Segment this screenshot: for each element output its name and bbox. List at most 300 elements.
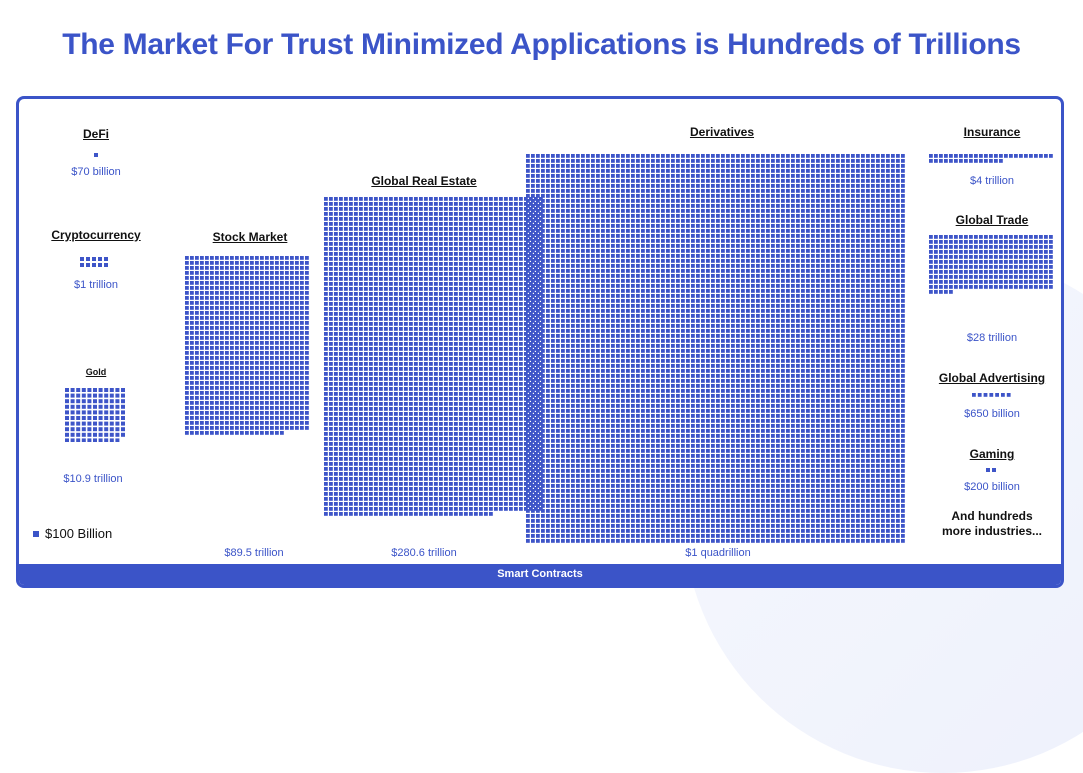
unit-square: [429, 352, 433, 356]
unit-square: [494, 232, 498, 236]
unit-square: [205, 291, 209, 295]
unit-square: [469, 462, 473, 466]
unit-square: [190, 311, 194, 315]
unit-square: [260, 351, 264, 355]
unit-square: [671, 204, 675, 208]
unit-square: [479, 377, 483, 381]
unit-square: [394, 437, 398, 441]
unit-square: [349, 312, 353, 316]
unit-square: [329, 357, 333, 361]
unit-square: [444, 357, 448, 361]
unit-square: [110, 405, 114, 409]
unit-square: [459, 202, 463, 206]
unit-square: [459, 207, 463, 211]
unit-square: [756, 194, 760, 198]
unit-square: [469, 262, 473, 266]
unit-square: [494, 297, 498, 301]
unit-square: [339, 407, 343, 411]
unit-square: [260, 301, 264, 305]
unit-square: [556, 229, 560, 233]
unit-square: [489, 202, 493, 206]
unit-square: [444, 412, 448, 416]
unit-square: [726, 159, 730, 163]
unit-square: [499, 347, 503, 351]
unit-square: [354, 467, 358, 471]
unit-square: [369, 312, 373, 316]
unit-square: [285, 386, 289, 390]
unit-square: [641, 224, 645, 228]
unit-square: [354, 302, 358, 306]
unit-square: [87, 422, 91, 426]
unit-square: [856, 154, 860, 158]
unit-square: [349, 512, 353, 516]
unit-square: [195, 276, 199, 280]
unit-square: [439, 342, 443, 346]
unit-square: [801, 214, 805, 218]
unit-square: [531, 204, 535, 208]
unit-square: [195, 291, 199, 295]
unit-square: [439, 447, 443, 451]
unit-square: [541, 209, 545, 213]
unit-square: [399, 282, 403, 286]
unit-square: [185, 426, 189, 430]
unit-square: [230, 366, 234, 370]
unit-square: [651, 189, 655, 193]
unit-square: [856, 224, 860, 228]
unit-square: [756, 179, 760, 183]
unit-square: [185, 291, 189, 295]
unit-square: [509, 222, 513, 226]
unit-square: [489, 372, 493, 376]
unit-square: [469, 387, 473, 391]
unit-square: [98, 263, 102, 267]
unit-square: [901, 209, 905, 213]
unit-square: [369, 367, 373, 371]
unit-square: [876, 214, 880, 218]
unit-square: [195, 426, 199, 430]
unit-square: [469, 257, 473, 261]
unit-square: [621, 184, 625, 188]
unit-square: [444, 457, 448, 461]
unit-square: [195, 281, 199, 285]
unit-square: [399, 342, 403, 346]
unit-square: [334, 417, 338, 421]
unit-square: [225, 406, 229, 410]
unit-square: [484, 227, 488, 231]
unit-square: [409, 247, 413, 251]
unit-square: [215, 286, 219, 290]
unit-square: [806, 164, 810, 168]
unit-square: [841, 154, 845, 158]
unit-square: [786, 154, 790, 158]
unit-square: [499, 447, 503, 451]
unit-square: [260, 316, 264, 320]
unit-square: [404, 377, 408, 381]
unit-square: [826, 224, 830, 228]
unit-square: [270, 351, 274, 355]
unit-square: [666, 159, 670, 163]
unit-square: [230, 421, 234, 425]
unit-square: [576, 219, 580, 223]
unit-square: [576, 214, 580, 218]
unit-square: [586, 154, 590, 158]
unit-square: [896, 224, 900, 228]
unit-square: [711, 204, 715, 208]
unit-square: [469, 207, 473, 211]
unit-square: [245, 371, 249, 375]
unit-square: [359, 452, 363, 456]
unit-square: [389, 402, 393, 406]
unit-square: [404, 297, 408, 301]
unit-square: [200, 301, 204, 305]
unit-square: [290, 316, 294, 320]
unit-square: [424, 217, 428, 221]
unit-square: [230, 286, 234, 290]
unit-square: [414, 342, 418, 346]
unit-square: [275, 381, 279, 385]
unit-square: [489, 362, 493, 366]
unit-square: [374, 307, 378, 311]
unit-square: [424, 467, 428, 471]
unit-square: [766, 179, 770, 183]
unit-square: [295, 381, 299, 385]
unit-square: [541, 229, 545, 233]
unit-square: [300, 361, 304, 365]
unit-square: [334, 492, 338, 496]
unit-square: [519, 202, 523, 206]
unit-square: [379, 392, 383, 396]
unit-square: [200, 361, 204, 365]
unit-square: [484, 397, 488, 401]
unit-square: [444, 342, 448, 346]
unit-square: [821, 204, 825, 208]
unit-square: [329, 467, 333, 471]
unit-square: [711, 224, 715, 228]
unit-square: [571, 219, 575, 223]
unit-square: [389, 512, 393, 516]
unit-square: [300, 416, 304, 420]
unit-square: [65, 410, 69, 414]
unit-square: [82, 388, 86, 392]
unit-square: [459, 362, 463, 366]
unit-square: [324, 472, 328, 476]
unit-square: [536, 219, 540, 223]
unit-square: [836, 219, 840, 223]
unit-square: [384, 387, 388, 391]
unit-square: [280, 356, 284, 360]
unit-square: [444, 417, 448, 421]
unit-square: [671, 179, 675, 183]
unit-square: [826, 179, 830, 183]
unit-square: [781, 204, 785, 208]
unit-square: [459, 512, 463, 516]
unit-square: [424, 462, 428, 466]
unit-square: [424, 247, 428, 251]
unit-square: [736, 194, 740, 198]
unit-square: [454, 327, 458, 331]
unit-square: [339, 472, 343, 476]
unit-square: [886, 194, 890, 198]
unit-square: [509, 507, 513, 511]
unit-square: [871, 224, 875, 228]
unit-square: [285, 341, 289, 345]
unit-square: [369, 492, 373, 496]
unit-square: [479, 227, 483, 231]
unit-square: [200, 421, 204, 425]
unit-square: [409, 492, 413, 496]
unit-square: [776, 154, 780, 158]
unit-square: [891, 204, 895, 208]
unit-square: [210, 266, 214, 270]
unit-square: [444, 252, 448, 256]
unit-square: [329, 392, 333, 396]
unit-square: [394, 317, 398, 321]
unit-square: [801, 224, 805, 228]
unit-square: [389, 507, 393, 511]
unit-square: [414, 492, 418, 496]
unit-square: [816, 174, 820, 178]
unit-square: [220, 346, 224, 350]
unit-square: [349, 242, 353, 246]
unit-square: [404, 457, 408, 461]
unit-square: [626, 204, 630, 208]
unit-square: [841, 199, 845, 203]
unit-square: [185, 416, 189, 420]
market-title-defi: DeFi: [82, 127, 110, 141]
unit-square: [295, 371, 299, 375]
unit-square: [831, 174, 835, 178]
unit-square: [581, 159, 585, 163]
unit-square: [389, 472, 393, 476]
unit-square: [424, 237, 428, 241]
unit-square: [205, 386, 209, 390]
unit-square: [220, 356, 224, 360]
unit-square: [369, 317, 373, 321]
unit-square: [225, 271, 229, 275]
unit-square: [235, 396, 239, 400]
unit-square: [235, 381, 239, 385]
unit-square: [459, 267, 463, 271]
unit-square: [514, 467, 518, 471]
unit-square: [484, 377, 488, 381]
unit-square: [394, 382, 398, 386]
unit-square: [220, 411, 224, 415]
unit-square: [504, 197, 508, 201]
unit-square: [354, 217, 358, 221]
unit-square: [791, 174, 795, 178]
unit-square: [394, 462, 398, 466]
unit-square: [359, 217, 363, 221]
unit-square: [344, 377, 348, 381]
unit-square: [384, 352, 388, 356]
unit-square: [469, 197, 473, 201]
unit-square: [856, 174, 860, 178]
unit-square: [334, 467, 338, 471]
unit-square: [474, 282, 478, 286]
unit-square: [424, 507, 428, 511]
unit-grid-svg: [80, 257, 108, 267]
unit-square: [364, 337, 368, 341]
unit-square: [369, 452, 373, 456]
unit-square: [374, 352, 378, 356]
unit-square: [394, 212, 398, 216]
unit-square: [666, 199, 670, 203]
unit-square: [334, 442, 338, 446]
unit-square: [235, 271, 239, 275]
unit-square: [404, 227, 408, 231]
unit-square: [444, 312, 448, 316]
unit-square: [509, 472, 513, 476]
unit-square: [200, 276, 204, 280]
unit-square: [444, 397, 448, 401]
unit-square: [459, 227, 463, 231]
unit-square: [354, 482, 358, 486]
unit-square: [424, 417, 428, 421]
unit-square: [93, 388, 97, 392]
unit-square: [576, 189, 580, 193]
unit-square: [285, 311, 289, 315]
unit-square: [76, 433, 80, 437]
unit-square: [324, 367, 328, 371]
unit-square: [414, 422, 418, 426]
unit-square: [305, 426, 309, 430]
unit-square: [489, 472, 493, 476]
unit-square: [449, 457, 453, 461]
unit-square: [295, 321, 299, 325]
unit-square: [626, 189, 630, 193]
unit-square: [801, 184, 805, 188]
unit-square: [384, 287, 388, 291]
unit-square: [99, 438, 103, 442]
unit-square: [434, 322, 438, 326]
unit-square: [494, 422, 498, 426]
unit-square: [354, 207, 358, 211]
unit-square: [484, 457, 488, 461]
unit-square: [419, 477, 423, 481]
unit-square: [394, 362, 398, 366]
unit-square: [896, 189, 900, 193]
unit-square: [339, 377, 343, 381]
unit-square: [464, 292, 468, 296]
unit-square: [701, 189, 705, 193]
unit-square: [726, 209, 730, 213]
unit-square: [374, 462, 378, 466]
unit-square: [329, 247, 333, 251]
unit-square: [195, 411, 199, 415]
unit-square: [419, 252, 423, 256]
unit-square: [526, 214, 530, 218]
unit-square: [444, 302, 448, 306]
unit-square: [489, 322, 493, 326]
unit-square: [489, 302, 493, 306]
unit-square: [394, 402, 398, 406]
unit-square: [324, 302, 328, 306]
unit-square: [215, 351, 219, 355]
unit-square: [661, 224, 665, 228]
unit-square: [494, 282, 498, 286]
unit-square: [364, 327, 368, 331]
unit-square: [776, 174, 780, 178]
unit-square: [741, 169, 745, 173]
unit-square: [494, 202, 498, 206]
unit-square: [394, 477, 398, 481]
unit-square: [404, 407, 408, 411]
unit-square: [536, 209, 540, 213]
unit-square: [369, 462, 373, 466]
unit-square: [195, 361, 199, 365]
unit-square: [404, 317, 408, 321]
unit-square: [449, 512, 453, 516]
unit-square: [82, 416, 86, 420]
unit-square: [459, 277, 463, 281]
unit-square: [220, 281, 224, 285]
unit-square: [519, 497, 523, 501]
unit-square: [349, 247, 353, 251]
unit-square: [459, 257, 463, 261]
unit-square: [265, 281, 269, 285]
unit-square: [200, 316, 204, 320]
unit-square: [394, 372, 398, 376]
unit-square: [399, 297, 403, 301]
unit-square: [494, 502, 498, 506]
unit-square: [756, 204, 760, 208]
unit-square: [489, 442, 493, 446]
unit-square: [519, 362, 523, 366]
unit-square: [896, 179, 900, 183]
unit-square: [255, 286, 259, 290]
unit-square: [210, 426, 214, 430]
unit-square: [339, 292, 343, 296]
unit-square: [295, 416, 299, 420]
unit-square: [519, 337, 523, 341]
unit-square: [841, 209, 845, 213]
unit-square: [245, 291, 249, 295]
unit-square: [394, 337, 398, 341]
unit-square: [409, 412, 413, 416]
unit-square: [571, 154, 575, 158]
unit-square: [409, 487, 413, 491]
unit-square: [439, 482, 443, 486]
unit-square: [741, 179, 745, 183]
unit-square: [514, 372, 518, 376]
unit-square: [741, 219, 745, 223]
unit-square: [394, 197, 398, 201]
unit-square: [509, 232, 513, 236]
unit-square: [349, 227, 353, 231]
unit-square: [250, 351, 254, 355]
unit-square: [339, 497, 343, 501]
unit-square: [369, 467, 373, 471]
unit-square: [439, 247, 443, 251]
unit-square: [185, 376, 189, 380]
unit-square: [601, 209, 605, 213]
unit-square: [200, 266, 204, 270]
unit-square: [776, 194, 780, 198]
unit-square: [265, 381, 269, 385]
unit-square: [509, 327, 513, 331]
unit-square: [265, 426, 269, 430]
unit-square: [280, 306, 284, 310]
unit-square: [394, 397, 398, 401]
unit-square: [399, 497, 403, 501]
unit-square: [474, 482, 478, 486]
unit-square: [225, 301, 229, 305]
unit-square: [444, 372, 448, 376]
unit-square: [280, 266, 284, 270]
unit-square: [519, 212, 523, 216]
unit-square: [429, 207, 433, 211]
unit-square: [681, 169, 685, 173]
